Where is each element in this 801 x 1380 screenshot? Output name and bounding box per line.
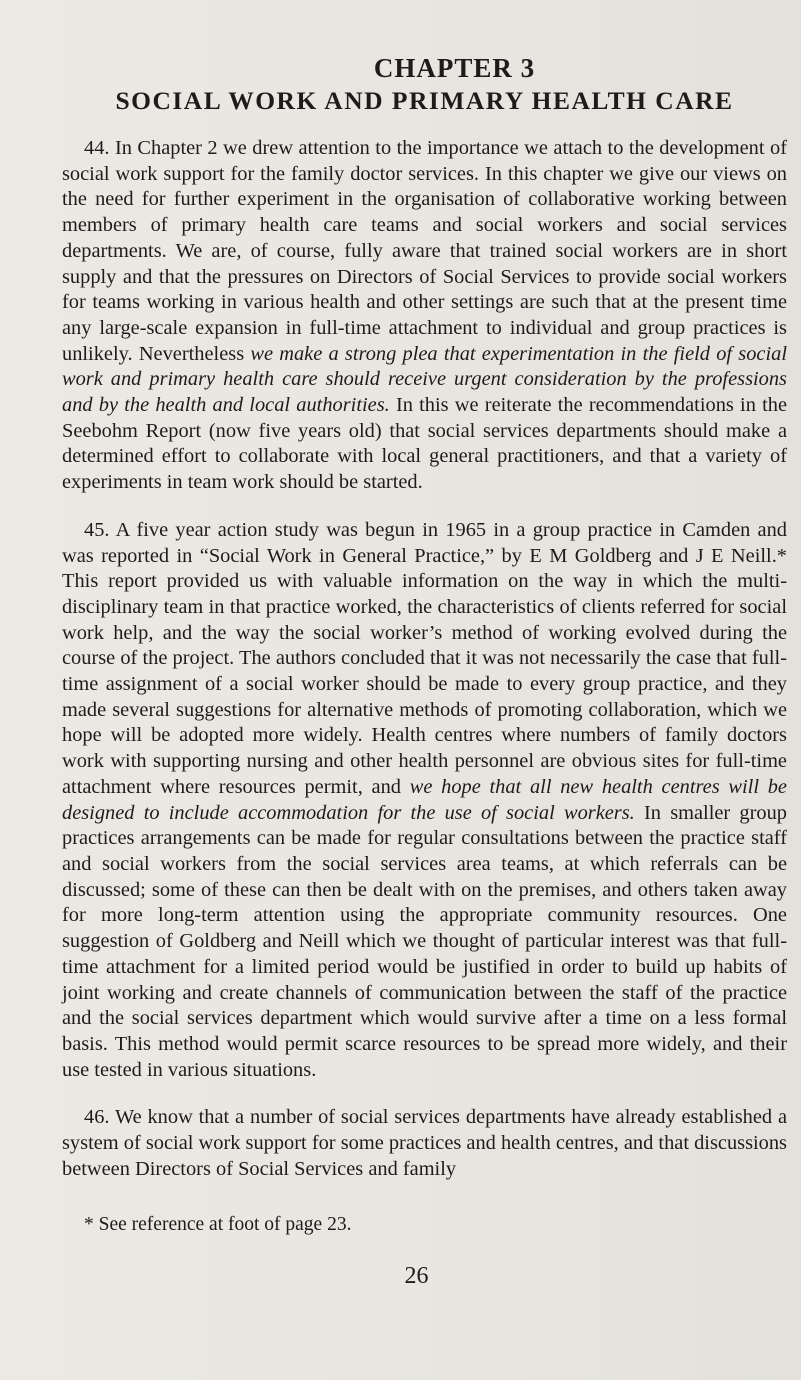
paragraph-45 bbox=[62, 518, 787, 1083]
paragraph-number: 44. bbox=[84, 137, 110, 159]
footnote: * See reference at foot of page 23. bbox=[84, 1214, 352, 1236]
paragraph-46 bbox=[62, 1105, 787, 1182]
paragraph-number: 45. bbox=[84, 518, 110, 541]
paragraph-text: We know that a number of social services departments have already established a system of social work support for some practices and health centres, and that discussions between Directors of Social Services and family bbox=[62, 1106, 787, 1180]
chapter-number: CHAPTER 3 bbox=[373, 53, 536, 83]
paragraph-text: In this we reiterate the recommendations in the Seebohm Report (now five years old) that social services departments should make a determined effort to collaborate with local general practitioners, and that a variety of experiments in team work should be started. bbox=[62, 394, 787, 494]
paragraph-emphasis: we hope that all new health centres will be designed to include accommodation for the use of social workers. bbox=[62, 775, 787, 824]
paragraph-44 bbox=[62, 136, 787, 496]
page-number: 26 bbox=[404, 1263, 429, 1290]
paragraph-text: A five year action study was begun in 1965 in a group practice in Camden and was reported in “Social Work in General Practice,” by E M Goldberg and J E Neill.* This report provided us with valuable information on the way in which the multi-disciplinary team in that practice worked, the characteristics of clients referred for social work help, and the way the social worker’s method of working evolved during the course of the project. The authors concluded that it was not necessarily the case that full-time assignment of a social worker should be made to every group practice, and they made several suggestions for alternative methods of promoting collaboration, which we hope will be adopted more widely. Health centres where numbers of family doctors work with supporting nursing and other health personnel are obvious sites for full-time attachment where resources permit, and bbox=[62, 518, 787, 798]
paragraph-text: In smaller group practices arrangements can be made for regular consultations between the practice staff and social workers from the social services area teams, at which referrals can be discussed; some of these can then be dealt with on the premises, and others taken away for more long-term attention using the appropriate community resources. One suggestion of Goldberg and Neill which we thought of particular interest was that full-time attachment for a limited period would be justified in order to build up habits of joint working and create channels of communication between the staff of the practice and the social services department which would survive after a time on a less formal basis. This method would permit scarce resources to be spread more widely, and their use tested in various situations. bbox=[62, 801, 787, 1081]
paragraph-number: 46. bbox=[84, 1106, 110, 1129]
chapter-title: SOCIAL WORK AND PRIMARY HEALTH CARE bbox=[115, 86, 734, 115]
paragraph-emphasis: we make a strong plea that experimentation in the field of social work and primary health care should receive urgent consideration by the professions and by the health and local authorities. bbox=[62, 342, 788, 417]
paragraph-text: In Chapter 2 we drew attention to the importance we attach to the development of social work support for the family doctor services. In this chapter we give our views on the need for further experiment in the organisation of collaborative working between members of primary health care teams and social workers and social services departments. We are, of course, fully aware that trained social workers are in short supply and that the pressures on Directors of Social Services to provide social workers for teams working in various health and other settings are such that at the present time any large-scale expansion in full-time attachment to individual and group practices is unlikely. Nevertheless bbox=[62, 137, 787, 365]
